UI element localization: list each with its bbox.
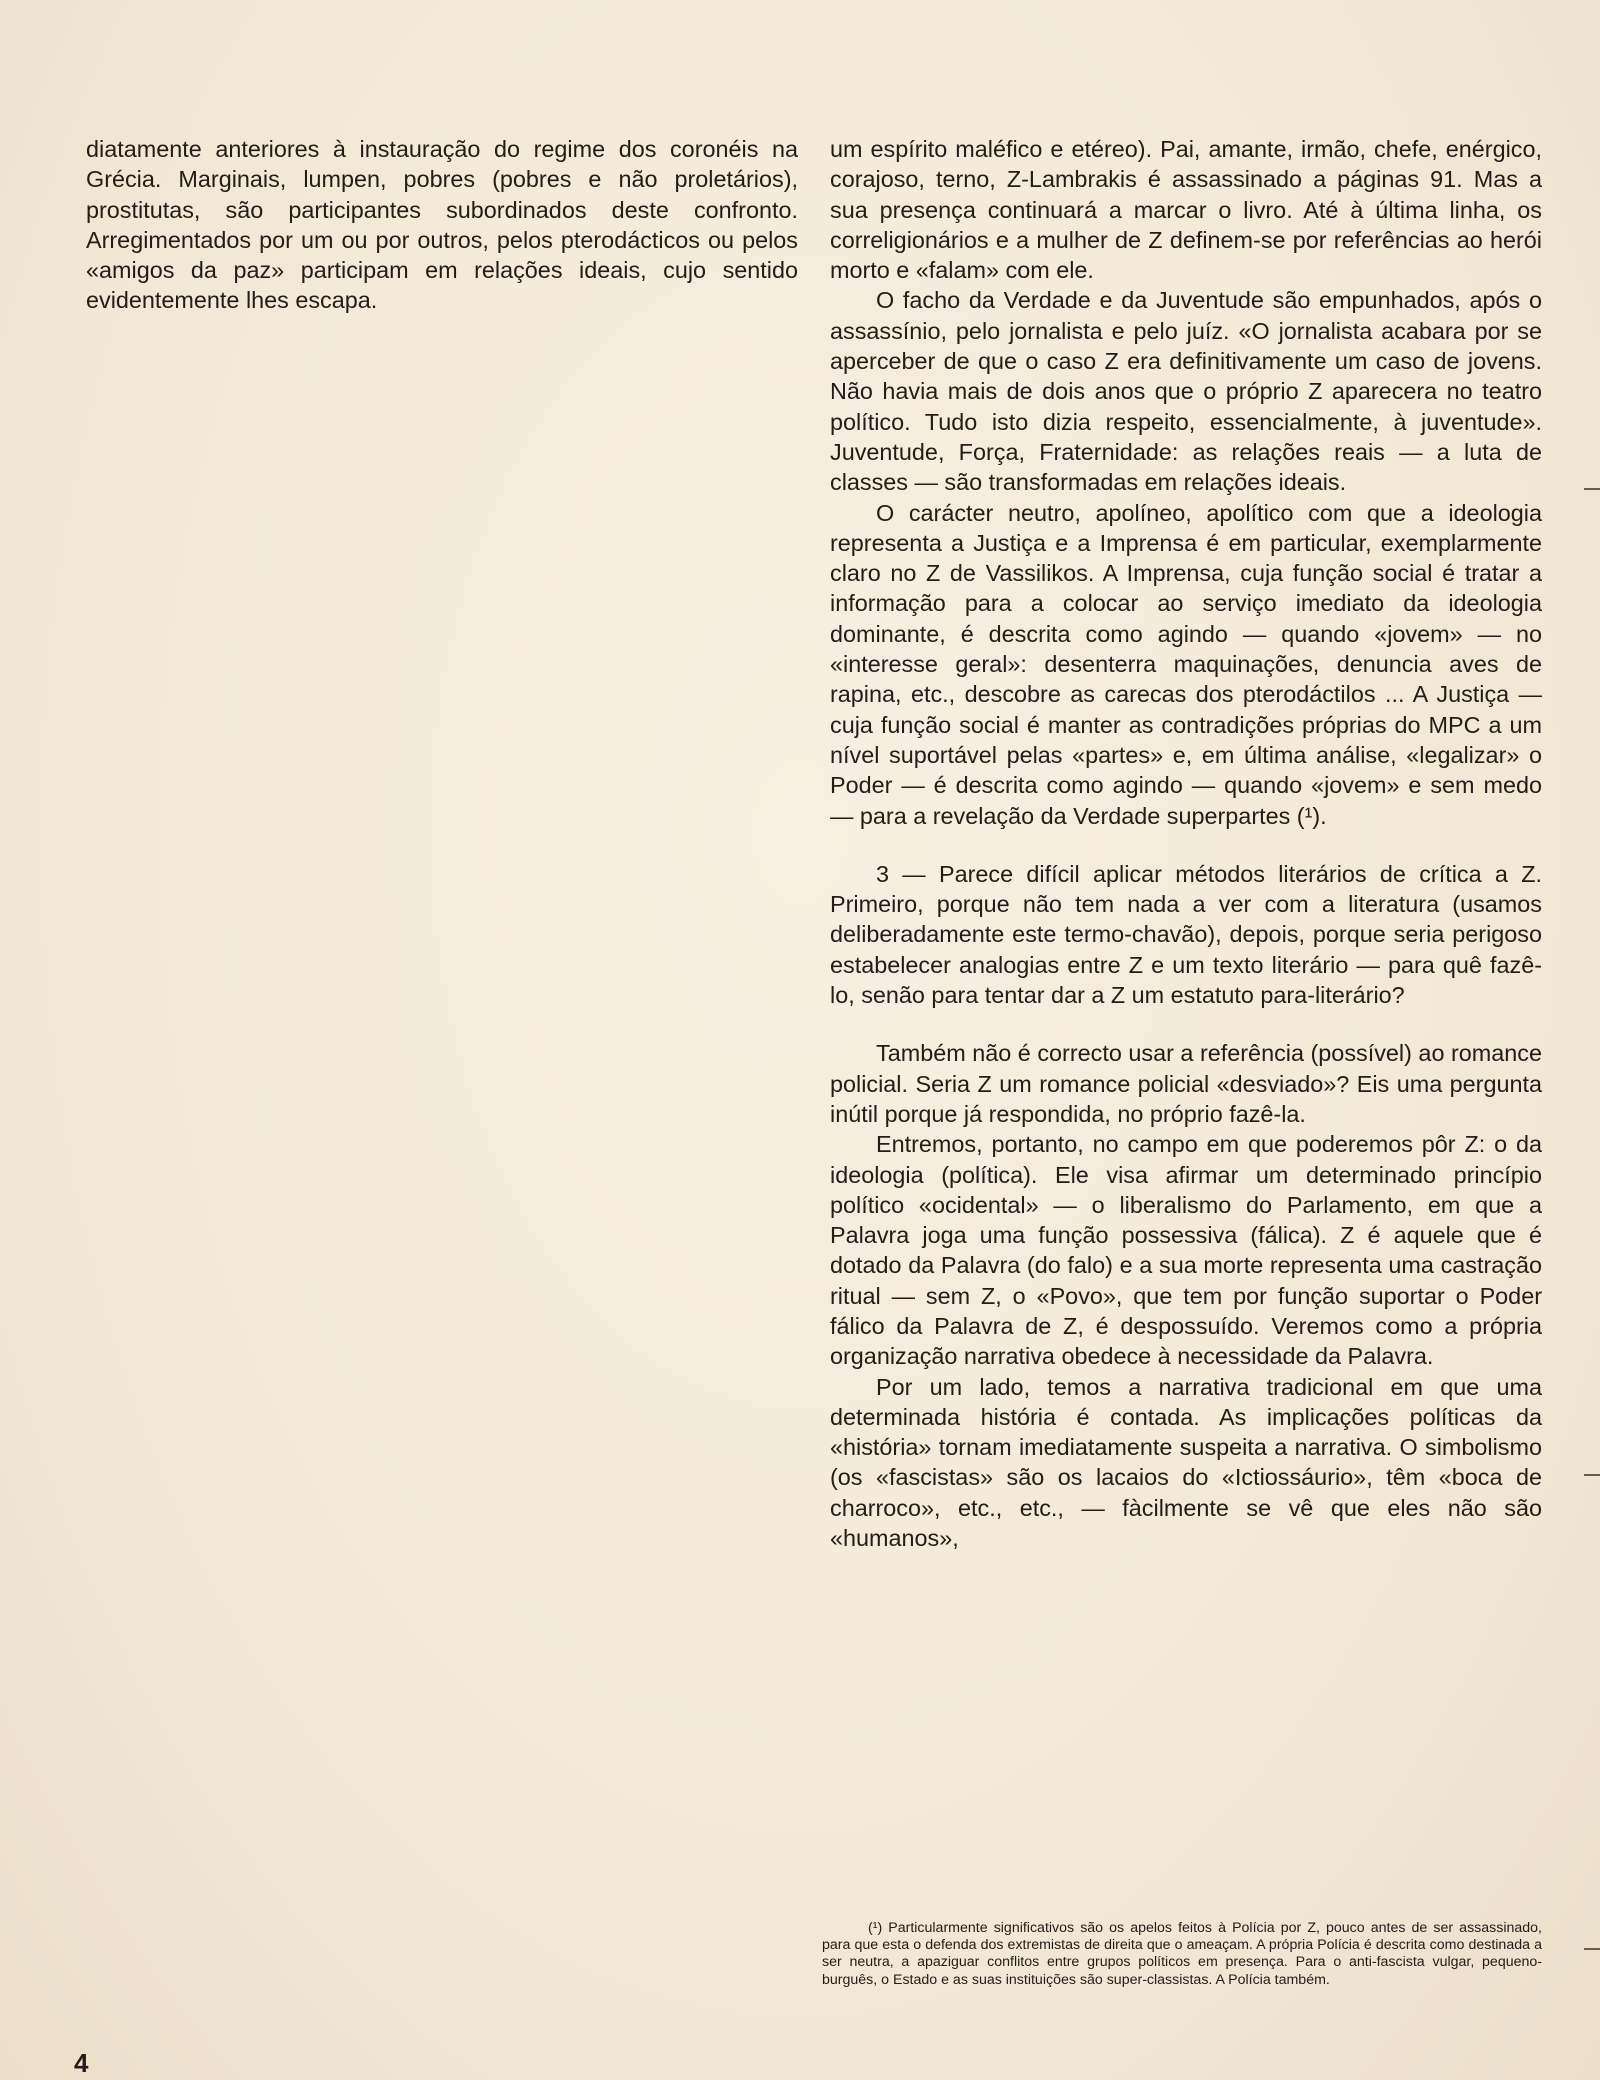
edge-mark [1584, 1474, 1600, 1476]
paragraph: O carácter neutro, apolíneo, apolítico com que a ideologia representa a Justiça e a Imprensa é em particular, exemplarmente claro no Z de Vassilikos. A Imprensa, cuja função social é tratar a informação para a colocar ao serviço imediato da ideologia dominante, é descrita como agindo — quando «jovem» — no «interesse geral»: desenterra maquinações, denuncia aves de rapina, etc., descobre as carecas dos pterodáctilos ... A Justiça — cuja função social é manter as contradições próprias do MPC a um nível suportável pelas «partes» e, em última análise, «legalizar» o Poder — é descrita como agindo — quando «jovem» e sem medo — para a revelação da Verdade superpartes (¹). [830, 499, 1542, 829]
paragraph: Entremos, portanto, no campo em que poderemos pôr Z: o da ideologia (política). Ele visa afirmar um determinado princípio político «ocidental» — o liberalismo do Parlamento, em que a Palavra joga uma função possessiva (fálica). Z é aquele que é dotado da Palavra (do falo) e a sua morte representa uma castração ritual — sem Z, o «Povo», que tem por função suportar o Poder fálico da Palavra de Z, é despossuído. Veremos como a própria organização narrativa obedece à necessidade da Palavra. [830, 1131, 1542, 1370]
section-paragraph: 3 — Parece difícil aplicar métodos literários de crítica a Z. Primeiro, porque não tem nada a ver com a literatura (usamos deliberadamente este termo-chavão), depois, porque seria perigoso estabelecer analogias entre Z e um texto literário — para quê fazê-lo, senão para tentar dar a Z um estatuto para-literário? [830, 860, 1542, 1009]
page-number: 4 [74, 2048, 89, 2078]
paragraph: Também não é correcto usar a referência (possível) ao romance policial. Seria Z um romance policial «desviado»? Eis uma pergunta inútil porque já respondida, no próprio fazê-la. [830, 1040, 1542, 1127]
left-text-column [86, 134, 798, 316]
paragraph: diatamente anteriores à instauração do regime dos coronéis na Grécia. Marginais, lumpen, pobres (pobres e não proletários), prostitutas, são participantes subordinados deste confronto. Arregimentados por um ou por outros, pelos pterodácticos ou pelos «amigos da paz» participam em relações ideais, cujo sentido evidentemente lhes escapa. [86, 136, 798, 314]
paragraph: um espírito maléfico e etéreo). Pai, amante, irmão, chefe, enérgico, corajoso, terno, Z-Lambrakis é assassinado a páginas 91. Mas a sua presença continuará a marcar o livro. Até à última linha, os correligionários e a mulher de Z definem-se por referências ao herói morto e «falam» com ele. [830, 136, 1542, 284]
paragraph: Por um lado, temos a narrativa tradicional em que uma determinada história é contada. As implicações políticas da «história» tornam imediatamente suspeita a narrativa. O simbolismo (os «fascistas» são os lacaios do «Ictiossáurio», têm «boca de charroco», etc., etc., — fàcilmente se vê que eles não são «humanos», [830, 1373, 1542, 1552]
paragraph: O facho da Verdade e da Juventude são empunhados, após o assassínio, pelo jornalista e pelo juíz. «O jornalista acabara por se aperceber de que o caso Z era definitivamente um caso de jovens. Não havia mais de dois anos que o próprio Z aparecera no teatro político. Tudo isto dizia respeito, essencialmente, à juventude». Juventude, Força, Fraternidade: as relações reais — a luta de classes — são transformadas em relações ideais. [830, 287, 1542, 496]
right-text-column [830, 134, 1542, 1553]
edge-mark [1584, 488, 1600, 490]
footnote [822, 1920, 1542, 1989]
footnote-text: (¹) Particularmente significativos são os apelos feitos à Polícia por Z, pouco antes de ser assassinado, para que esta o defenda dos extremistas de direita que o ameaçam. A própria Polícia é descrita como destinada a ser neutra, a apaziguar conflitos entre grupos políticos em presença. Para o anti-fascista vulgar, pequeno-burguês, o Estado e as suas instituições são super-classistas. A Polícia também. [822, 1920, 1542, 1988]
edge-mark [1584, 1948, 1600, 1950]
